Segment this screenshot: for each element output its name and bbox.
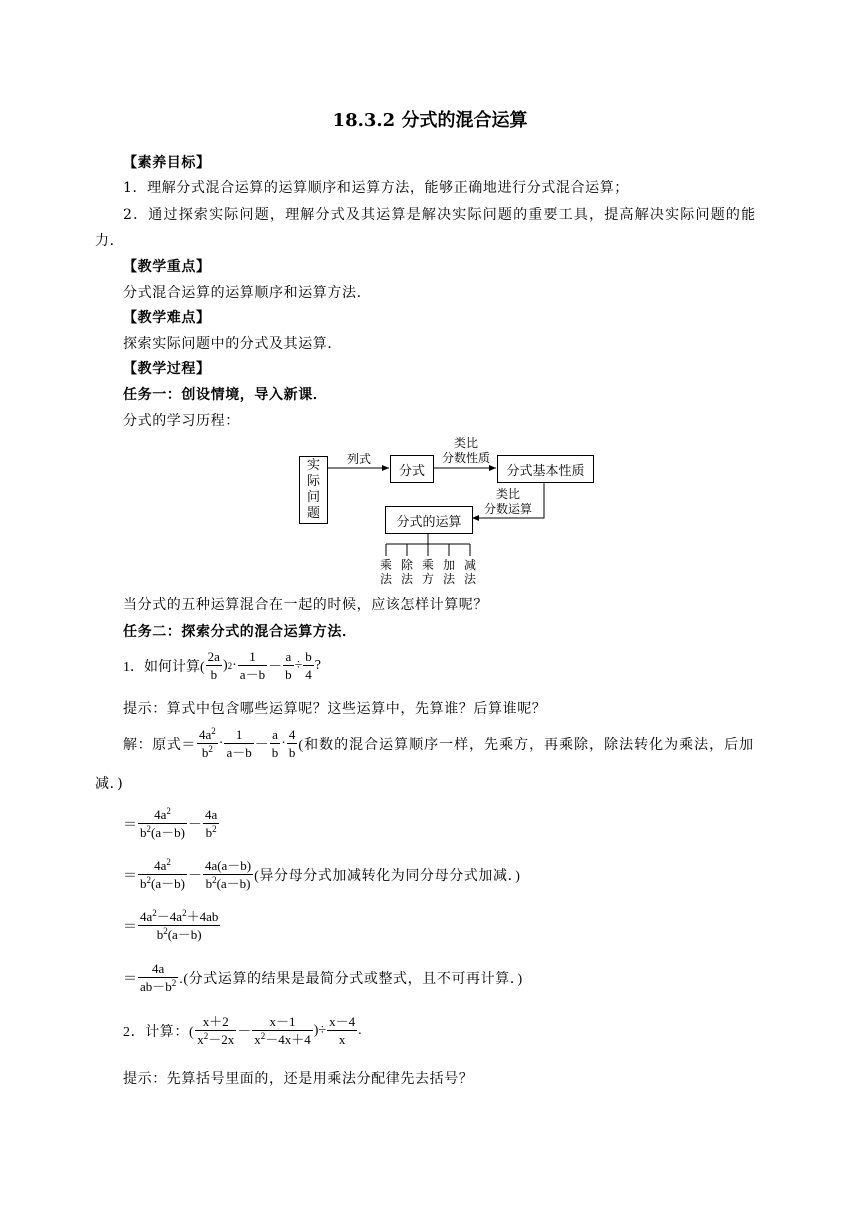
solution-note: (和数的混合运算顺序一样，先乘方，再乘除，除法转化为乘法，后加: [298, 737, 755, 753]
fraction: $\frac{a}{b}$: [271, 727, 279, 760]
fraction: $\frac{4a}{b^2}$: [204, 807, 218, 840]
example-2-prefix: 2．计算：(: [123, 1024, 195, 1040]
fraction: $\frac{4}{b}$: [288, 727, 296, 760]
example-1: 1．如何计算( $\frac{2a}{b}$ ) 2 · $\frac{1}{a-b}$ － $\frac{a}{b}$ ÷ $\frac{b}{4}$ ?: [123, 649, 321, 682]
op-divide: 除 法: [400, 558, 413, 586]
fraction: $\frac{4a}{ab-b^2}$: [140, 961, 177, 994]
difficulty-heading: 【教学难点】: [123, 310, 211, 326]
fraction: $\frac{x-1}{x^2-4x+4}$: [254, 1014, 311, 1047]
fraction: $\frac{1}{a-b}$: [239, 649, 266, 682]
arrow-label-number-ops: 分数运算: [483, 502, 532, 516]
arrow-label-analogy-1: 类比: [453, 436, 478, 450]
hint-1: 提示：算式中包含哪些运算呢？这些运算中，先算谁？后算谁呢？: [123, 701, 547, 717]
op-subtract: 减 法: [463, 558, 476, 586]
solution-step-1: ＝ $\frac{4a^2}{b^2(a-b)}$ － $\frac{4a}{b^2}$: [123, 806, 218, 840]
task1-title: 任务一：创设情境，导入新课．: [123, 387, 328, 403]
op-multiply: 乘 法: [379, 558, 392, 586]
box-real-problem-char: 题: [306, 506, 320, 521]
process-heading: 【教学过程】: [123, 361, 211, 377]
difficulty-text: 探索实际问题中的分式及其运算．: [123, 336, 342, 352]
solution-prefix: 解：原式＝: [123, 737, 196, 753]
box-real-problem: [299, 456, 328, 524]
solution-step-2: ＝ $\frac{4a^2}{b^2(a-b)}$ － $\frac{4a(a-b)}{b^2(a-b)}$ (异分母分式加减转化为同分母分式加减．): [123, 857, 521, 891]
key-heading: 【教学重点】: [123, 259, 211, 275]
question-text: 当分式的五种运算混合在一起的时候，应该怎样计算呢？: [123, 597, 488, 613]
arrow-label-analogy-2: 类比: [495, 487, 520, 501]
fraction: $\frac{4a^2-4a^2+4ab}{b^2(a-b)}$: [140, 908, 219, 942]
goals-item-1: 1．理解分式混合运算的运算顺序和运算方法，能够正确地进行分式混合运算；: [123, 180, 629, 196]
box-fraction: 分式: [390, 455, 434, 483]
arrow-label-formulate: 列式: [346, 452, 371, 466]
goals-item-2-cont: 力．: [95, 233, 125, 249]
box-fraction-property: 分式基本性质: [497, 455, 594, 483]
step-2-note: (异分母分式加减转化为同分母分式加减．): [254, 868, 521, 884]
op-add: 加 法: [442, 558, 455, 586]
key-text: 分式混合运算的运算顺序和运算方法．: [123, 285, 372, 301]
fraction: $\frac{4a^2}{b^2(a-b)}$: [140, 806, 185, 840]
fraction: $\frac{4a^2}{b^2(a-b)}$: [140, 857, 185, 891]
fraction: $\frac{2a}{b}$: [207, 649, 220, 682]
fraction: $\frac{a}{b}$: [285, 649, 292, 682]
example-1-prefix: 1．如何计算(: [123, 659, 205, 675]
fraction: $\frac{1}{a-b}$: [226, 727, 252, 760]
fraction: $\frac{4a(a-b)}{b^2(a-b)}$: [204, 858, 252, 891]
goals-heading: 【素养目标】: [123, 155, 211, 171]
solution-step-3: ＝ $\frac{4a^2-4a^2+4ab}{b^2(a-b)}$: [123, 908, 219, 942]
goals-item-2: 2．通过探索实际问题，理解分式及其运算是解决实际问题的重要工具，提高解决实际问题的能: [123, 207, 757, 223]
fraction: $\frac{b}{4}$: [305, 649, 312, 682]
solution-note-cont: 减．): [95, 776, 124, 792]
arrow-label-number-property: 分数性质: [441, 451, 490, 465]
step-4-note: .(分式运算的结果是最简分式或整式，且不可再计算．): [179, 971, 523, 987]
box-fraction-ops: 分式的运算: [385, 506, 473, 534]
op-power: 乘 方: [421, 558, 434, 586]
fraction: $\frac{x+2}{x^2-2x}$: [197, 1014, 235, 1047]
box-real-problem-char: 问: [306, 490, 320, 505]
box-real-problem-char: 际: [306, 474, 320, 489]
fraction: $\frac{4a^2}{b^2}$: [199, 726, 216, 760]
fraction: $\frac{x-4}{x}$: [329, 1014, 356, 1047]
solution-step-4: ＝ $\frac{4a}{ab-b^2}$ .(分式运算的结果是最简分式或整式，且不可再计算．): [123, 961, 523, 994]
hint-2: 提示：先算括号里面的，还是用乘法分配律先去括号？: [123, 1071, 474, 1087]
box-real-problem-char: 实: [306, 458, 320, 473]
task2-title: 任务二：探索分式的混合运算方法．: [123, 624, 357, 640]
page-title: 18.3.2 分式的混合运算: [332, 110, 528, 131]
example-2: 2．计算：( $\frac{x+2}{x^2-2x}$ － $\frac{x-1}{x^2-4x+4}$ )÷ $\frac{x-4}{x}$ .: [123, 1014, 362, 1047]
solution-line: 解：原式＝ $\frac{4a^2}{b^2}$ · $\frac{1}{a-b}$ － $\frac{a}{b}$ · $\frac{4}{b}$ (和数的混合运算顺序一样，先乘方，再乘除，除法转化为乘法，后加: [123, 726, 755, 760]
task1-intro: 分式的学习历程：: [123, 413, 240, 429]
